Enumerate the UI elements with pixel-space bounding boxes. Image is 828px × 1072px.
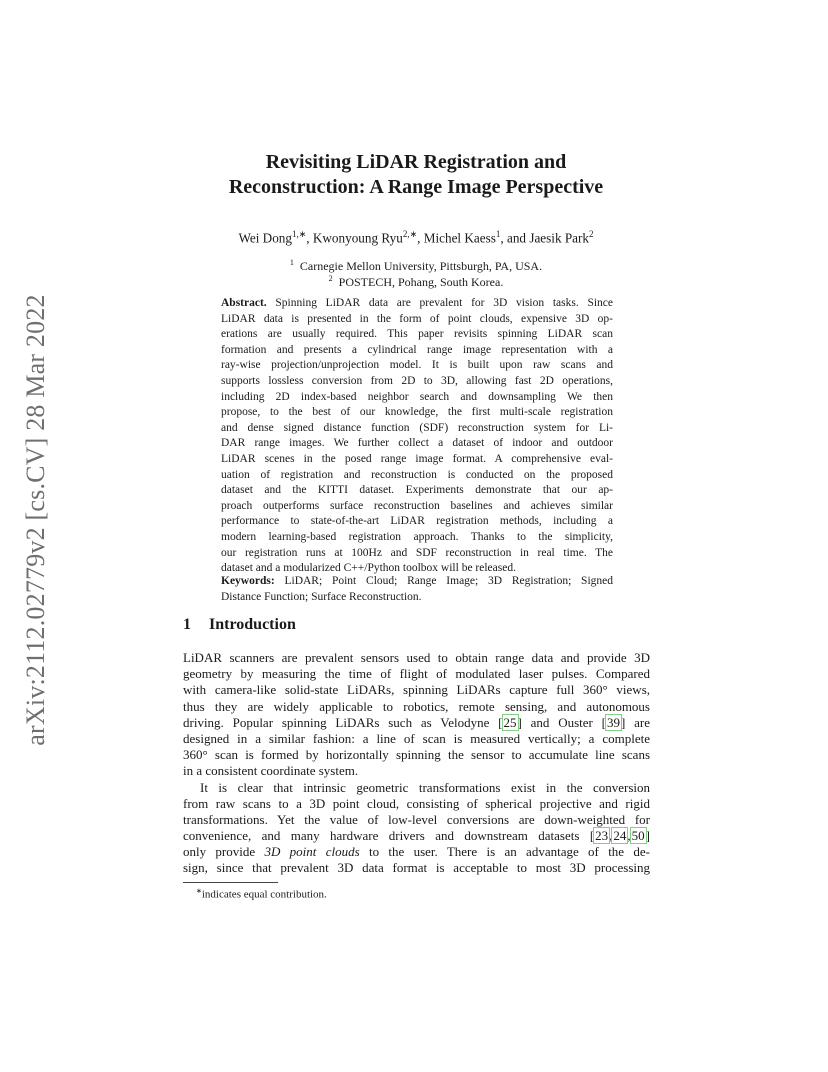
body-line: geometry by measuring the time of flight of modulated laser pulses. Compared [183,666,650,682]
citation-link[interactable]: 50 [631,828,645,844]
abstract-line: including 2D index-based neighbor search and downsampling We then [221,390,613,403]
body-line: with camera-like solid-state LiDARs, spinning LiDARs capture full 360° views, [183,682,650,698]
body-line: in a consistent coordinate system. [183,763,359,779]
affiliation-mark: 1 [289,258,294,267]
author-name: Wei Dong [238,230,292,246]
abstract-text: Spinning LiDAR data are prevalent for 3D vision tasks. Since [275,297,614,309]
citation-link[interactable]: 24 [613,828,627,844]
affiliation-text: POSTECH, Pohang, South Korea. [338,275,504,289]
body-text-span: to the user. There is an advantage of the de- [359,844,650,860]
title-line-2: Reconstruction: A Range Image Perspective [228,176,604,198]
arxiv-identifier-stamp [20,280,52,760]
body-text-span: only provide [183,844,265,860]
keywords [221,574,613,605]
abstract-line: our registration runs at 100Hz and SDF reconstruction in real time. The [221,546,613,559]
author-mark: 1 [495,229,501,239]
author-mark: 1,∗ [291,229,307,239]
author-mark: 2 [589,229,594,239]
citation-link[interactable]: 23 [595,828,609,844]
body-line: convenience, and many hardware drivers and downstream datasets [23,24,50] [183,828,650,844]
section-title: Introduction [209,616,296,633]
footnote-text: indicates equal contribution. [201,888,327,901]
footnote [196,887,327,901]
affiliation [150,274,682,290]
body-text-span: driving. Popular spinning LiDARs such as Velodyne [183,714,499,730]
affiliation-mark: 2 [328,274,333,283]
body-line: It is clear that intrinsic geometric transformations exist in the conversion [200,779,650,795]
body-line [183,844,650,860]
body-line: thus they are widely applicable to robotics, remote sensing, and autonomous [183,698,650,714]
abstract-line: propose, to the best of our knowledge, the first multi-scale registration [221,406,613,419]
author-name: , Michel Kaess [417,230,496,246]
footnote-mark: ∗ [196,887,202,895]
section-heading [183,616,296,634]
abstract-line: LiDAR data is presented in the form of point clouds, expensive 3D op- [221,312,613,325]
body-text [183,650,650,877]
abstract-label: Abstract. [221,297,267,309]
emphasis-text: 3D point clouds [264,844,360,860]
abstract-line: ray-wise projection/unprojection model. It is built upon raw scans and [221,359,613,372]
body-line: 360° scan is formed by horizontally spinning the sensor to accumulate line scans [183,747,650,763]
author-mark: 2,∗ [402,229,418,239]
body-text-span: convenience, and many hardware drivers and downstream datasets [183,828,590,844]
abstract-line: erations are usually required. This paper revisits spinning LiDAR scan [221,328,613,341]
keywords-line [221,574,613,590]
abstract-line: DAR range images. We further collect a dataset of indoor and outdoor [221,437,613,450]
body-text-span: are [625,714,651,730]
body-line: designed in a similar fashion: a line of scan is measured vertically; a complete [183,730,650,746]
body-text-span: and Ouster [521,714,602,730]
section-number: 1 [183,616,191,633]
citation-link[interactable]: 25 [503,714,517,730]
affiliation [150,258,682,274]
body-line: LiDAR scanners are prevalent sensors used to obtain range data and provide 3D [183,650,650,665]
abstract-line: dataset and a modularized C++/Python toolbox will be released. [221,562,516,575]
abstract-line: performance to state-of-the-art LiDAR registration methods, including a [221,515,613,528]
keywords-line: Distance Function; Surface Reconstruction. [221,590,422,603]
body-line: driving. Popular spinning LiDARs such as Velodyne [25] and Ouster [39] are [183,714,651,730]
body-line: sign, since that prevalent 3D data format is acceptable to most 3D processing [183,860,650,876]
affiliation-text: Carnegie Mellon University, Pittsburgh, PA, USA. [299,259,543,273]
author-list [150,229,682,246]
abstract-line: supports lossless conversion from 2D to 3D, allowing fast 2D operations, [221,374,613,387]
author-name: , Kwonyoung Ryu [306,230,403,246]
abstract-line: modern learning-based registration approach. Thanks to the simplicity, [221,530,613,543]
body-line: transformations. Yet the value of low-level conversions are down-weighted for [183,811,650,827]
arxiv-id-text: arXiv:2112.02779v2 [cs.CV] 28 Mar 2022 [21,294,50,746]
abstract-line [221,296,613,312]
keywords-text: LiDAR; Point Cloud; Range Image; 3D Registration; Signed [284,575,613,587]
abstract-line: and dense signed distance function (SDF) reconstruction system for Li- [221,421,613,434]
title-line-1: Revisiting LiDAR Registration and [265,151,567,173]
body-line: from raw scans to a 3D point cloud, consisting of spherical projective and rigid [183,795,650,811]
footnote-divider [183,882,278,883]
abstract-line: formation and presents a cylindrical range image representation with a [221,343,613,356]
author-name: , and Jaesik Park [500,230,590,246]
abstract-line: proach outperforms surface reconstruction baselines and achieves similar [221,499,613,512]
abstract [221,296,613,577]
paper-title [150,150,682,200]
abstract-line: uation of registration and reconstruction is conducted on the proposed [221,468,613,481]
abstract-line: dataset and the KITTI dataset. Experiments demonstrate that our ap- [221,484,613,497]
abstract-line: LiDAR scenes in the posed range image format. A comprehensive eval- [221,452,613,465]
keywords-label: Keywords: [221,575,275,587]
citation-link[interactable]: 39 [607,714,620,730]
